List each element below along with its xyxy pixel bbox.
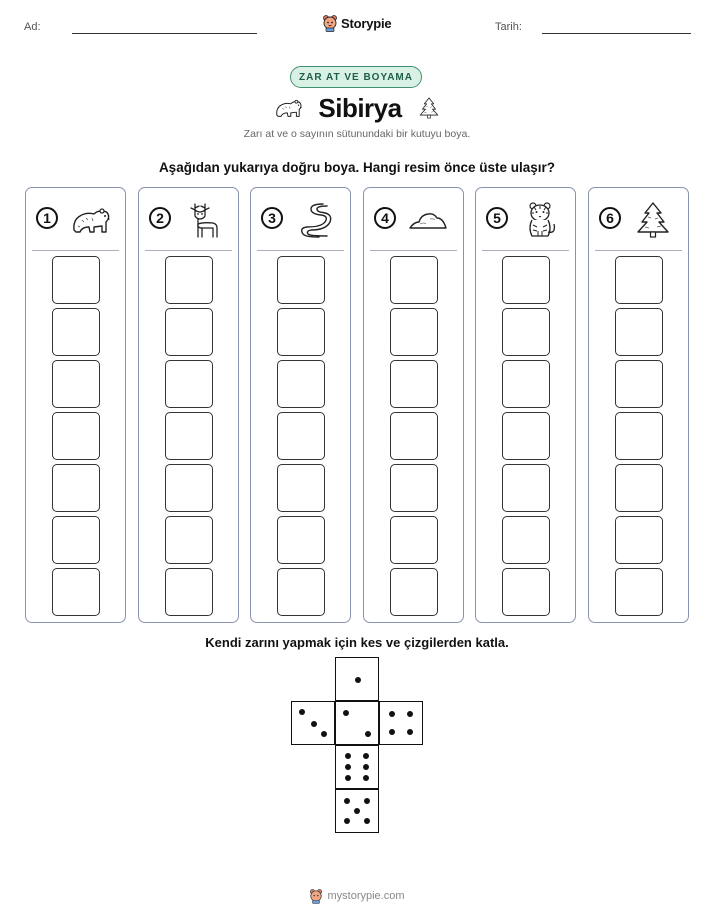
color-box[interactable] <box>277 412 325 460</box>
dice-pip <box>345 764 351 770</box>
color-box[interactable] <box>165 516 213 564</box>
color-box[interactable] <box>615 360 663 408</box>
color-box[interactable] <box>277 516 325 564</box>
color-box[interactable] <box>390 464 438 512</box>
column-divider <box>257 250 344 251</box>
dice-pip <box>355 677 361 683</box>
page-title: Sibirya <box>318 92 402 123</box>
name-line[interactable] <box>72 33 257 34</box>
dice-net <box>291 657 425 835</box>
color-box[interactable] <box>502 412 550 460</box>
dice-pip <box>321 731 327 737</box>
dice-pip <box>364 818 370 824</box>
column-2 <box>138 187 239 623</box>
color-box[interactable] <box>502 360 550 408</box>
column-header <box>476 188 575 250</box>
color-box[interactable] <box>52 464 100 512</box>
column-number: 5 <box>486 207 508 229</box>
footer-url[interactable]: mystorypie.com <box>327 890 405 902</box>
dice-pip <box>363 764 369 770</box>
color-box[interactable] <box>502 516 550 564</box>
activity-badge: ZAR AT VE BOYAMA <box>290 66 422 88</box>
dice-pip <box>343 710 349 716</box>
column-header <box>589 188 688 250</box>
color-box[interactable] <box>52 360 100 408</box>
dice-face-6 <box>335 745 379 789</box>
dice-pip <box>344 798 350 804</box>
color-box[interactable] <box>277 568 325 616</box>
color-box[interactable] <box>615 568 663 616</box>
subtitle: Zarı at ve o sayının sütunundaki bir kutuyu boya. <box>243 128 471 140</box>
color-box[interactable] <box>502 256 550 304</box>
column-header <box>139 188 238 250</box>
pine-tree-icon <box>416 92 442 124</box>
column-3 <box>250 187 351 623</box>
color-box[interactable] <box>615 256 663 304</box>
dice-pip <box>364 798 370 804</box>
dice-face-4 <box>379 701 423 745</box>
column-divider <box>145 250 232 251</box>
pine-tree-icon <box>631 200 675 240</box>
date-line[interactable] <box>542 33 691 34</box>
bear-icon <box>272 94 304 122</box>
column-number: 4 <box>374 207 396 229</box>
column-number: 2 <box>149 207 171 229</box>
dice-face-3 <box>291 701 335 745</box>
dice-pip <box>345 753 351 759</box>
color-box[interactable] <box>615 308 663 356</box>
dice-pip <box>389 729 395 735</box>
color-box[interactable] <box>165 464 213 512</box>
dice-face-1 <box>335 657 379 701</box>
color-box[interactable] <box>277 308 325 356</box>
color-box[interactable] <box>52 308 100 356</box>
storypie-logo-icon <box>309 888 323 904</box>
column-5 <box>475 187 576 623</box>
river-icon <box>293 200 337 240</box>
color-box[interactable] <box>390 360 438 408</box>
color-box[interactable] <box>165 568 213 616</box>
color-box[interactable] <box>390 412 438 460</box>
brand-name: Storypie <box>341 15 392 31</box>
color-box[interactable] <box>277 464 325 512</box>
reindeer-icon <box>181 200 225 240</box>
dice-pip <box>311 721 317 727</box>
dice-pip <box>354 808 360 814</box>
color-box[interactable] <box>502 308 550 356</box>
bear-icon <box>68 200 112 240</box>
column-number: 3 <box>261 207 283 229</box>
color-box[interactable] <box>390 568 438 616</box>
dice-pip <box>299 709 305 715</box>
color-box[interactable] <box>277 256 325 304</box>
color-box[interactable] <box>502 464 550 512</box>
color-box[interactable] <box>165 412 213 460</box>
date-label: Tarih: <box>495 21 522 33</box>
dice-pip <box>363 753 369 759</box>
color-box[interactable] <box>502 568 550 616</box>
color-box[interactable] <box>390 256 438 304</box>
dice-face-2 <box>335 701 379 745</box>
color-box[interactable] <box>615 464 663 512</box>
column-header <box>251 188 350 250</box>
column-divider <box>482 250 569 251</box>
dice-instruction: Kendi zarını yapmak için kes ve çizgilerden katla. <box>205 635 509 650</box>
color-box[interactable] <box>52 568 100 616</box>
dice-pip <box>389 711 395 717</box>
column-header <box>364 188 463 250</box>
footer <box>0 886 714 906</box>
column-6 <box>588 187 689 623</box>
color-box[interactable] <box>165 360 213 408</box>
column-divider <box>370 250 457 251</box>
snow-pile-icon <box>406 200 450 240</box>
column-divider <box>32 250 119 251</box>
dice-pip <box>344 818 350 824</box>
storypie-logo-icon <box>322 14 338 32</box>
color-box[interactable] <box>165 256 213 304</box>
name-label: Ad: <box>24 21 41 33</box>
color-box[interactable] <box>165 308 213 356</box>
instruction-text: Aşağıdan yukarıya doğru boya. Hangi resim önce üste ulaşır? <box>158 160 556 175</box>
dice-pip <box>365 731 371 737</box>
dice-pip <box>363 775 369 781</box>
color-box[interactable] <box>52 412 100 460</box>
dice-pip <box>407 711 413 717</box>
color-box[interactable] <box>615 516 663 564</box>
color-box[interactable] <box>390 308 438 356</box>
column-4 <box>363 187 464 623</box>
column-divider <box>595 250 682 251</box>
title-row <box>240 90 474 126</box>
dice-face-5 <box>335 789 379 833</box>
color-box[interactable] <box>52 516 100 564</box>
color-box[interactable] <box>52 256 100 304</box>
column-1 <box>25 187 126 623</box>
color-box[interactable] <box>615 412 663 460</box>
column-number: 6 <box>599 207 621 229</box>
column-header <box>26 188 125 250</box>
brand-logo <box>322 12 392 34</box>
tiger-icon <box>518 200 562 240</box>
dice-pip <box>407 729 413 735</box>
dice-pip <box>345 775 351 781</box>
color-box[interactable] <box>390 516 438 564</box>
column-number: 1 <box>36 207 58 229</box>
color-box[interactable] <box>277 360 325 408</box>
